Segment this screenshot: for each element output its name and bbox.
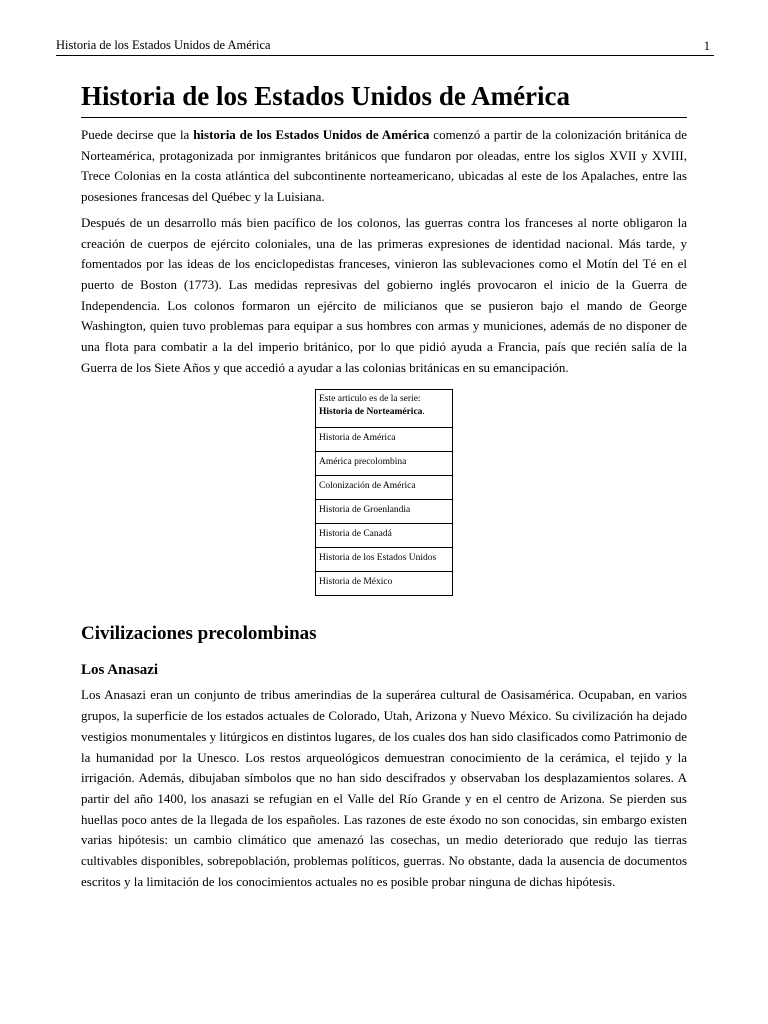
series-item-historia-canada[interactable]: Historia de Canadá	[316, 523, 452, 547]
series-suffix: .	[422, 407, 425, 418]
series-name-link[interactable]: Historia de Norteamérica	[319, 407, 423, 418]
intro-bold-term: historia de los Estados Unidos de América	[193, 127, 430, 142]
series-item-historia-estados-unidos[interactable]: Historia de los Estados Unidos	[316, 547, 452, 571]
page-header	[56, 38, 714, 56]
series-item-historia-america[interactable]: Historia de América	[316, 427, 452, 451]
intro-rest: comenzó a partir de la colonización británica de Norteamérica, protagonizada por inmigrantes británicos que fundaron por oleadas, entre los siglos XVII y XVIII, Trece Colonias en la costa atlántica del subcontinente norteamericano, ubicadas al este de los Apalaches, entre las posesiones francesas del Québec y la Luisiana.	[81, 127, 687, 205]
intro-lead: Puede decirse que la	[81, 127, 194, 142]
subsection-heading: Los Anasazi	[81, 662, 159, 679]
series-item-america-precolombina[interactable]: América precolombina	[316, 451, 452, 475]
series-item-colonizacion-america[interactable]: Colonización de América	[316, 475, 452, 499]
series-title-line	[319, 406, 448, 419]
intro-paragraph	[81, 125, 687, 208]
anasazi-paragraph: Los Anasazi eran un conjunto de tribus amerindias de la superárea cultural de Oasisamérica. Ocupaban, en varios grupos, la superficie de los estados actuales de Colorado, Utah, Arizona y Nuevo México. Su civilización ha dejado vestigios monumentales y litúrgicos en distintos lugares, de los cuales dos han sido clasificados como Patrimonio de la humanidad por la Unesco. Los restos arqueológicos demuestran conocimiento de la cerámica, el tejido y la irrigación. Además, dibujaban símbolos que no han sido descifrados y observaban los desplazamientos solares. A partir del año 1400, los anasazi se refugian en el Valle del Río Grande y en el centro de Arizona. Se pierden sus huellas poco antes de la llegada de los españoles. Las razones de este éxodo no son conocidas, sin embargo existen varias hipótesis: un cambio climático que amenazó las cosechas, un medio deteriorado que redujo las tierras cultivables disponibles, sobrepoblación, problemas políticos, guerras. No obstante, dada la ausencia de documentos escritos y la limitación de los conocimientos actuales no es posible probar ninguna de dichas hipótesis.	[81, 687, 687, 889]
article-body	[81, 78, 687, 892]
series-box	[315, 389, 453, 596]
section-heading: Civilizaciones precolombinas	[81, 623, 317, 645]
series-intro: Este artículo es de la serie:	[319, 394, 421, 405]
series-header	[316, 390, 452, 427]
series-item-historia-groenlandia[interactable]: Historia de Groenlandia	[316, 499, 452, 523]
running-title: Historia de los Estados Unidos de América	[56, 38, 271, 52]
article-title: Historia de los Estados Unidos de América	[81, 78, 687, 118]
series-item-historia-mexico[interactable]: Historia de México	[316, 571, 452, 595]
page-number: 1	[703, 39, 710, 53]
history-paragraph: Después de un desarrollo más bien pacífico de los colonos, las guerras contra los franceses al norte obligaron la creación de cuerpos de ejército coloniales, una de las primeras expresiones de identidad nacional. Más tarde, y fomentados por las ideas de los enciclopedistas franceses, vinieron las sublevaciones como el Motín del Té en el puerto de Boston (1773). Las medidas represivas del gobierno inglés provocaron el inicio de la Guerra de Independencia. Los colonos formaron un ejército de milicianos que se pusieron bajo el mando de George Washington, quien tuvo problemas para equipar a sus hombres con armas y municiones, además de no disponer de una flota para combatir a la del imperio británico, por lo que pidió ayuda a Francia, país que recién salía de la Guerra de los Siete Años y que accedió a ayudar a las colonias británicas en su emancipación.	[81, 214, 687, 375]
